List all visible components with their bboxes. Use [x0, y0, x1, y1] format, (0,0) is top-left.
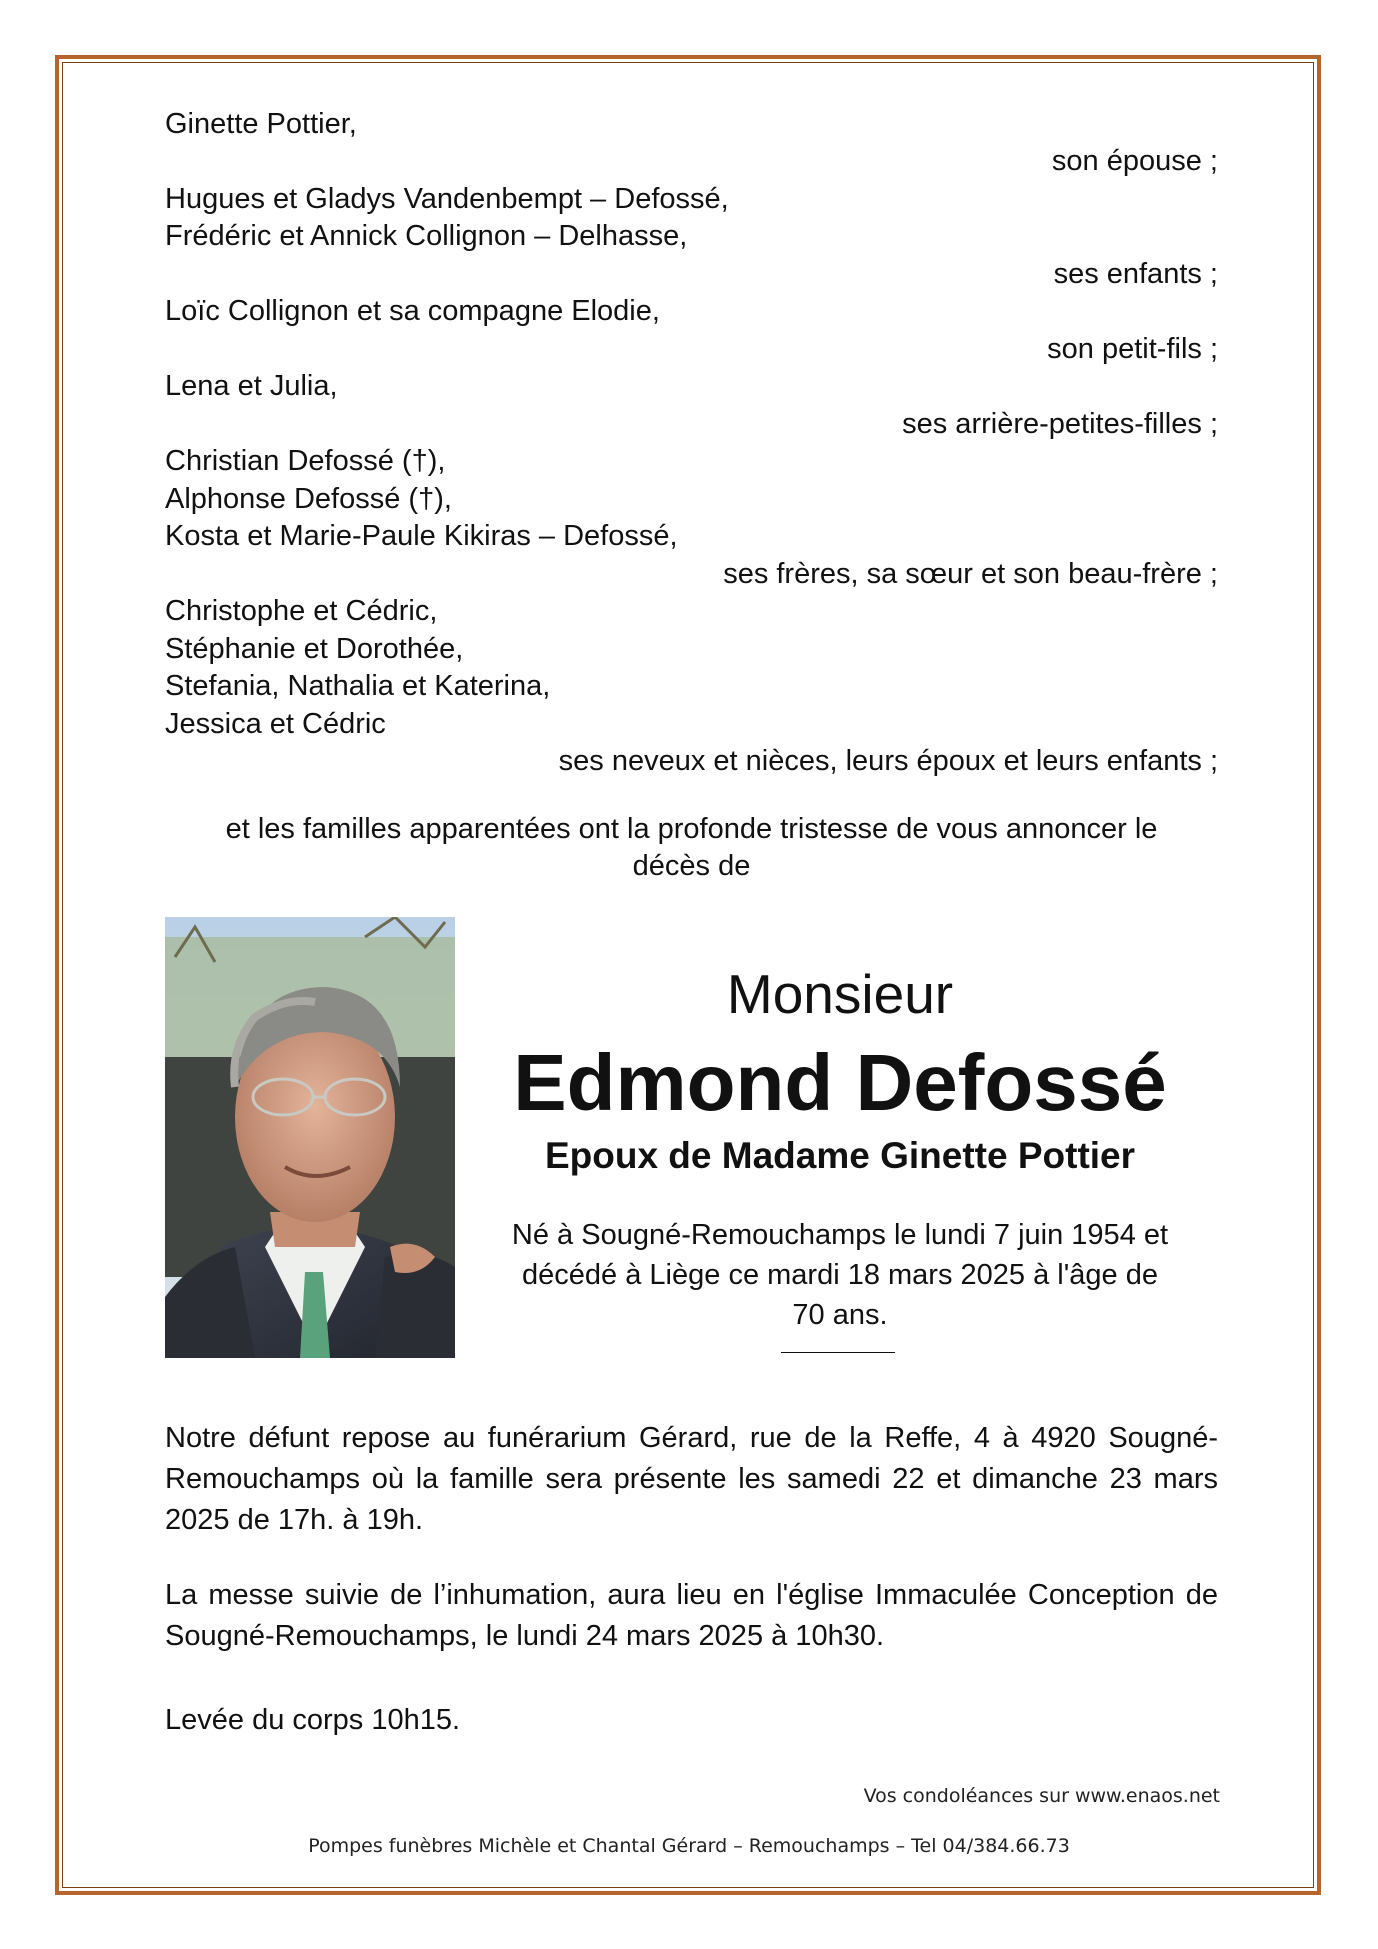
announcement-line: et les familles apparentées ont la profonde tristesse de vous annoncer le [225, 813, 1158, 845]
family-line: Ginette Pottier, [165, 108, 357, 140]
funeral-home: Pompes funèbres Michèle et Chantal Gérard – Remouchamps – Tel 04/384.66.73 [308, 1835, 1070, 1857]
dates-line: Né à Sougné-Remouchamps le lundi 7 juin 1954 et [511, 1219, 1169, 1251]
family-role: son petit-fils ; [1047, 333, 1218, 365]
family-line: Lena et Julia, [165, 370, 338, 402]
family-line: Stefania, Nathalia et Katerina, [165, 670, 551, 702]
separator-line [781, 1352, 895, 1353]
family-line: Christophe et Cédric, [165, 595, 438, 627]
family-line: Jessica et Cédric [165, 708, 386, 740]
family-line: Alphonse Defossé (†), [165, 483, 452, 515]
family-line: Hugues et Gladys Vandenbempt – Defossé, [165, 183, 729, 215]
birth-death [470, 1215, 1210, 1335]
mass-paragraph: La messe suivie de l’inhumation, aura lieu en l'église Immaculée Conception de Sougné-Remouchamps, le lundi 24 mars 2025 à 10h30. [165, 1579, 1218, 1652]
levee-paragraph: Levée du corps 10h15. [165, 1704, 461, 1736]
family-role: son épouse ; [1051, 145, 1218, 177]
family-line: Stéphanie et Dorothée, [165, 633, 464, 665]
viewing-paragraph: Notre défunt repose au funérarium Gérard, rue de la Reffe, 4 à 4920 Sougné-Remouchamps où la famille sera présente les samedi 22 et dimanche 23 mars 2025 de 17h. à 19h. [165, 1422, 1218, 1536]
dates-line: 70 ans. [792, 1299, 888, 1331]
family-role: ses arrière-petites-filles ; [902, 408, 1218, 440]
family-line: Loïc Collignon et sa compagne Elodie, [165, 295, 660, 327]
deceased-name: Edmond Defossé [513, 1038, 1167, 1127]
family-line: Christian Defossé (†), [165, 445, 446, 477]
honorific: Monsieur [726, 963, 954, 1025]
family-line: Kosta et Marie-Paule Kikiras – Defossé, [165, 520, 678, 552]
announcement [165, 811, 1218, 885]
family-line: Frédéric et Annick Collignon – Delhasse, [165, 220, 688, 252]
dates-line: décédé à Liège ce mardi 18 mars 2025 à l'âge de [522, 1259, 1158, 1291]
condolences-link[interactable]: Vos condoléances sur www.enaos.net [863, 1785, 1220, 1807]
family-role: ses enfants ; [1053, 258, 1218, 290]
portrait-photo [165, 917, 455, 1358]
family-role: ses neveux et nièces, leurs époux et leurs enfants ; [558, 745, 1218, 777]
family-role: ses frères, sa sœur et son beau-frère ; [723, 558, 1218, 590]
announcement-line: décès de [632, 850, 751, 882]
spouse-line: Epoux de Madame Ginette Pottier [544, 1135, 1136, 1176]
